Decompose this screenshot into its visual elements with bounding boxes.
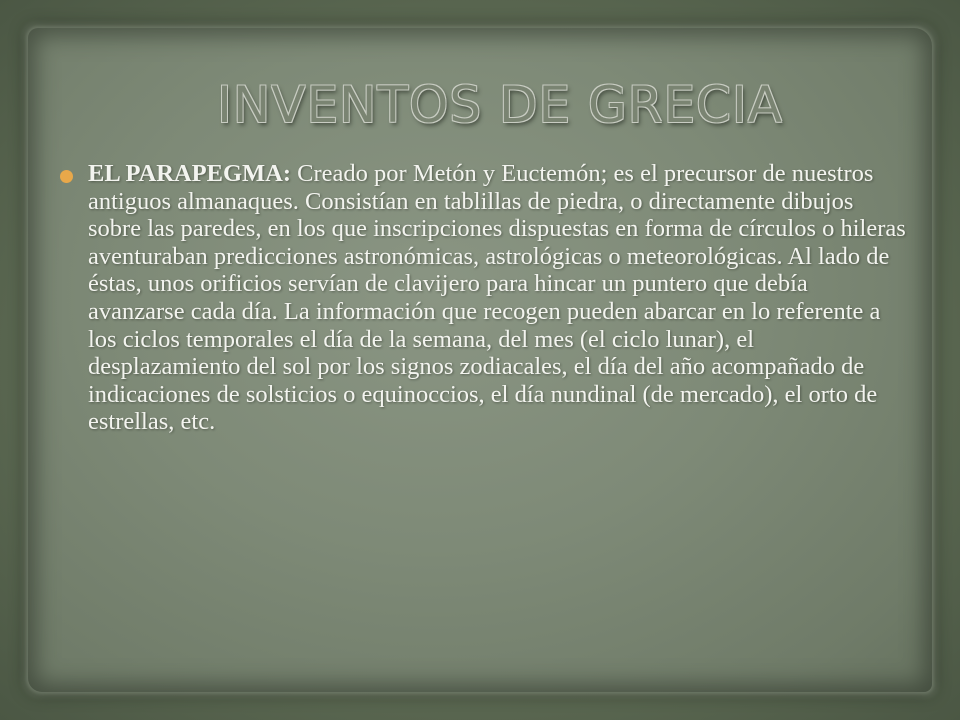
slide-title: INVENTOS DE GRECIA [217, 76, 783, 134]
bullet-dot-icon [60, 170, 73, 183]
bullet-item [60, 160, 910, 436]
bullet-term: EL PARAPEGMA: [88, 160, 292, 187]
slide-content [60, 160, 910, 436]
bullet-text: Creado por Metón y Euctemón; es el precursor de nuestros antiguos almanaques. Consistían en tablillas de piedra, o directamente dibujos sobre las paredes, en los que inscripciones dispuestas en forma de círculos o hileras aventuraban predicciones astronómicas, astrológicas o meteorológicas. Al lado de éstas, unos orificios servían de clavijero para hincar un puntero que debía avanzarse cada día. La información que recogen pueden abarcar en lo referente a los ciclos temporales el día de la semana, del mes (el ciclo lunar), el desplazamiento del sol por los signos zodiacales, el día del año acompañado de indicaciones de solsticios o equinoccios, el día nundinal (de mercado), el orto de estrellas, etc. [88, 160, 906, 436]
